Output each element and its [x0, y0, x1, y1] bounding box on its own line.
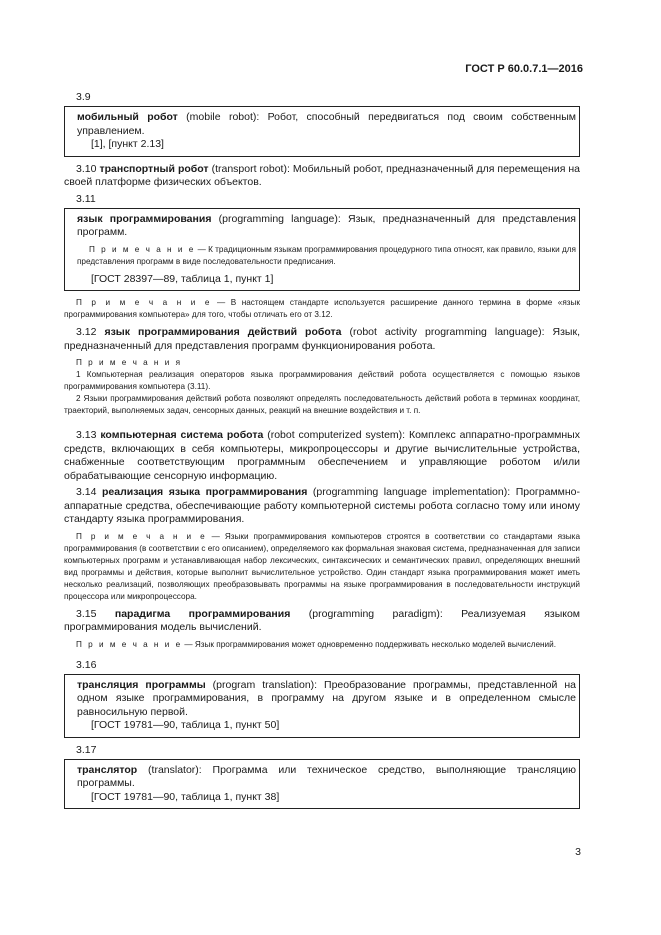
term-number: 3.14 — [76, 486, 97, 498]
term-english: (mobile robot): — [186, 111, 260, 123]
term-title: реализация языка программирования — [101, 486, 308, 498]
term-title: парадигма программирования — [114, 607, 291, 620]
term-source: [ГОСТ 19781—90, таблица 1, пункт 50] — [91, 719, 280, 731]
term-number: 3.10 — [76, 162, 97, 175]
term-text: Язык, предназначенный для представления программ функционирования робота. — [64, 326, 580, 352]
term-english: (programming language): — [218, 212, 341, 225]
term-note — [64, 639, 580, 651]
term-title: транспортный робот — [99, 162, 209, 175]
term-english: (programming paradigm): — [308, 607, 443, 620]
term-text: Преобразование программы, представленной на одном языке программирования, в программу на другом языке и в определенном смысле равносильную первой. — [77, 678, 576, 718]
page-number: 3 — [575, 846, 581, 858]
term-note — [64, 531, 580, 603]
term-definition — [77, 679, 576, 720]
note-label: П р и м е ч а н и е — [89, 244, 196, 254]
term-text: Программа или техническое средство, выполняющие трансляцию программы. — [77, 763, 577, 789]
term-source: [ГОСТ 28397—89, таблица 1, пункт 1] — [91, 272, 274, 285]
term-english: (program translation): — [212, 678, 318, 691]
term-number: 3.12 — [76, 326, 97, 338]
term-box-mobile-robot — [64, 106, 580, 157]
term-text: Робот, способный передвигаться под своим собственным управлением. — [77, 111, 576, 137]
term-source: [ГОСТ 19781—90, таблица 1, пункт 38] — [91, 790, 280, 803]
term-text: Язык, предназначенный для представления программ. — [77, 212, 576, 238]
note-item: 1 Компьютерная реализация операторов языка программирования действий робота осуществляется с помощью языков программирования компьютера (3.11). — [64, 370, 580, 391]
term-note — [77, 244, 576, 268]
term-definition — [77, 764, 576, 791]
note-label: П р и м е ч а н и е — [76, 298, 212, 307]
term-english: (robot computerized system): — [267, 429, 406, 441]
term-text: Реализуемая языком программирования модель вычислений. — [64, 607, 581, 633]
term-title: мобильный робот — [77, 111, 178, 123]
term-number: 3.11 — [76, 192, 96, 205]
term-robot-computerized-system — [64, 429, 580, 483]
term-english: (robot activity programming language): — [349, 326, 545, 338]
term-box-programming-language — [64, 208, 580, 292]
note-label: П р и м е ч а н и е — [76, 531, 207, 541]
term-title: язык программирования действий робота — [104, 326, 342, 338]
term-robot-activity-language — [64, 326, 580, 353]
term-definition — [77, 213, 576, 240]
term-number: 3.9 — [76, 91, 91, 103]
note-item: 2 Языки программирования действий робота позволяют определять последовательность действий робота в терминах координат, траекторий, выполняемых задач, сенсорных данных, реакций на внешние воздействия и т. п. — [64, 394, 580, 415]
note-text: — К традиционным языкам программирования процедурного типа относят, как правило, языки для представления программ в виде последовательности предписания. — [77, 244, 576, 266]
term-box-program-translation — [64, 674, 580, 738]
term-title: компьютерная система робота — [100, 429, 264, 441]
note-text: — Языки программирования компьютеров строятся в соответствии со стандартами языка программирования (в соответствии с его описанием), определяемого как формальная знаковая система, предназначенная для записи компьютерных программ и устанавливающая набор лексических, синтаксических и семантических правил, определяющих внешний вид программы и действия, которые выполнит вычислительное устройство. Один стандарт языка программирования может иметь несколько реализаций, позволяющих преобразовывать программы на языке программирования в последовательности инструкций процессора или микропроцессора. — [64, 531, 580, 601]
term-number: 3.15 — [76, 607, 97, 620]
document-header: ГОСТ Р 60.0.7.1—2016 — [465, 63, 583, 75]
term-english: (transport robot): — [211, 162, 290, 175]
term-english: (programming language implementation): — [312, 486, 511, 498]
term-english: (translator): — [148, 763, 202, 776]
term-programming-paradigm — [64, 608, 580, 635]
term-number: 3.17 — [76, 743, 97, 756]
term-box-translator — [64, 759, 580, 810]
standalone-note — [64, 297, 580, 321]
term-transport-robot — [64, 163, 580, 190]
term-title: транслятор — [77, 763, 138, 776]
term-text: Мобильный робот, предназначенный для перемещения на своей платформе физических объектов. — [64, 162, 581, 188]
note-text: — В настоящем стандарте используется расширение данного термина в форме «язык программирования компьютера» для того, чтобы отличать его от 3.12. — [64, 298, 581, 319]
term-number: 3.13 — [76, 429, 97, 441]
document-body — [64, 91, 580, 815]
term-text: Программно-аппаратные средства, обеспечивающие работу компьютерной системы робота согласно тому или иному стандарту языка программирования. — [64, 486, 581, 525]
term-definition — [77, 111, 576, 138]
term-title: трансляция программы — [77, 678, 206, 691]
term-text: Комплекс аппаратно-программных средств, включающих в себя компьютеры, микропроцессоры и другие вычислительные устройства, снабженные соответствующим программным обеспечением и управляющие роботом и/или обрабатывающие сенсорную информацию. — [64, 429, 580, 482]
term-source: [1], [пункт 2.13] — [91, 138, 164, 150]
note-label: П р и м е ч а н и е — [76, 639, 183, 649]
notes-label: П р и м е ч а н и я — [76, 358, 183, 367]
note-text: — Язык программирования может одновременно поддерживать несколько моделей вычислений. — [184, 639, 556, 649]
term-number: 3.16 — [76, 658, 97, 671]
term-language-implementation — [64, 486, 580, 527]
term-title: язык программирования — [77, 212, 212, 225]
